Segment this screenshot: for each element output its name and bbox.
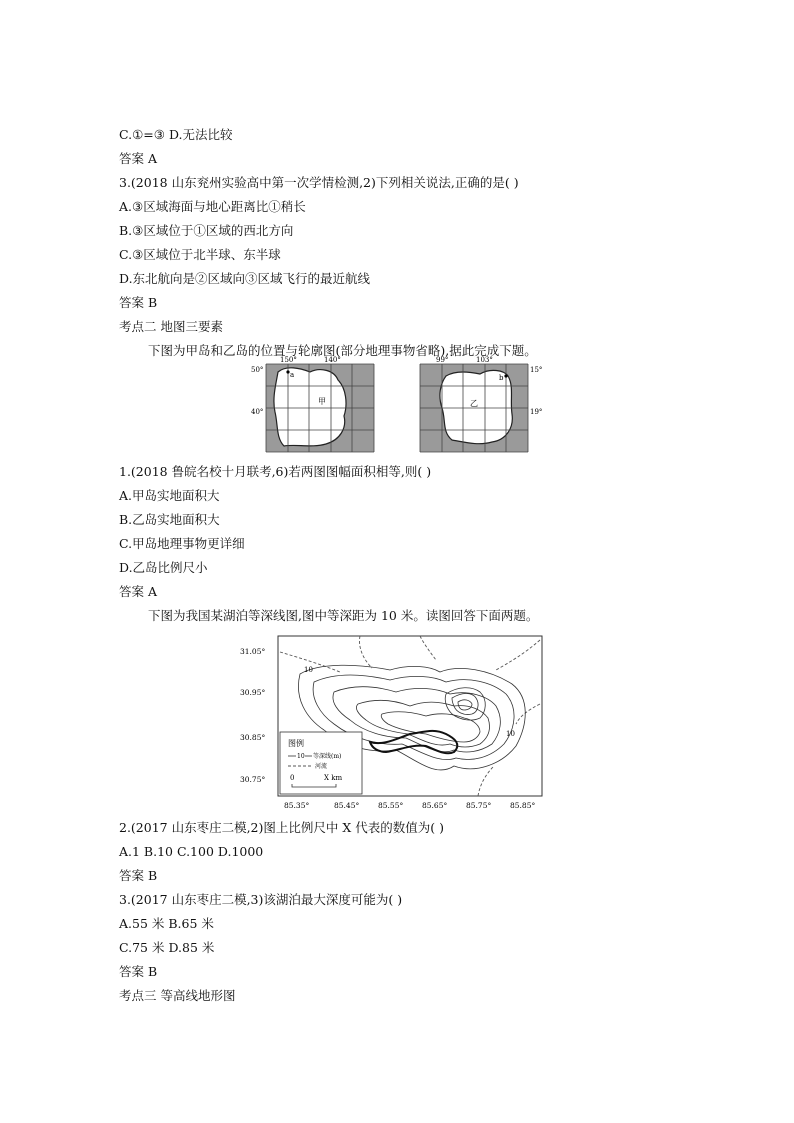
- option-c: C.③区域位于北半球、东半球: [119, 247, 281, 262]
- scale-zero: 0: [290, 774, 295, 782]
- answer-line: 答案 B: [119, 964, 158, 979]
- point-a-label: a: [290, 371, 295, 379]
- section-heading: 考点二 地图三要素: [119, 319, 223, 334]
- lon-label: 85.35°: [284, 801, 310, 810]
- option-a: A.③区域海面与地心距离比①稍长: [119, 199, 306, 214]
- island-name: 甲: [318, 397, 326, 406]
- lon-label: 99°: [436, 356, 449, 364]
- lake-isobath-map: [240, 634, 550, 816]
- option-line: C.①=③ D.无法比较: [119, 127, 233, 142]
- lon-label: 85.85°: [510, 801, 536, 810]
- contour-label: 10: [304, 666, 313, 674]
- lat-label: 30.85°: [240, 733, 266, 742]
- answer-line: 答案 B: [119, 295, 158, 310]
- question-1-stem: 1.(2018 鲁皖名校十月联考,6)若两图图幅面积相等,则( ): [119, 464, 432, 479]
- lat-label: 19°: [530, 408, 543, 416]
- legend-river-label: 河流: [315, 763, 328, 770]
- figure-intro: 下图为甲岛和乙岛的位置与轮廓图(部分地理事物省略),据此完成下题。: [148, 343, 537, 358]
- option-a: A.甲岛实地面积大: [119, 488, 220, 503]
- lat-label: 31.05°: [240, 647, 266, 656]
- option-c: C.甲岛地理事物更详细: [119, 536, 245, 551]
- option-b: B.③区域位于①区域的西北方向: [119, 223, 294, 238]
- lat-label: 40°: [251, 408, 264, 416]
- lon-label: 103°: [476, 356, 493, 364]
- answer-line: 答案 A: [119, 151, 158, 166]
- option-d: D.乙岛比例尺小: [119, 560, 208, 575]
- options-line: A.1 B.10 C.100 D.1000: [119, 844, 264, 859]
- lon-label: 85.45°: [334, 801, 360, 810]
- legend-contour-label: 等深线(m): [313, 753, 342, 760]
- option-b: B.乙岛实地面积大: [119, 512, 220, 527]
- lat-label: 15°: [530, 366, 543, 374]
- scale-unit: X km: [324, 774, 343, 782]
- lon-label: 85.55°: [378, 801, 404, 810]
- legend-title: 图例: [288, 739, 304, 748]
- lat-label: 50°: [251, 366, 264, 374]
- question-3-stem: 3.(2018 山东兖州实验高中第一次学情检测,2)下列相关说法,正确的是( ): [119, 175, 519, 190]
- question-3-stem: 3.(2017 山东枣庄二模,3)该湖泊最大深度可能为( ): [119, 892, 403, 907]
- option-d: D.东北航向是②区域向③区域飞行的最近航线: [119, 271, 371, 286]
- options-line: C.75 米 D.85 米: [119, 940, 215, 955]
- island-yi-map: [420, 356, 550, 460]
- island-jia-map: [248, 356, 378, 460]
- section-heading: 考点三 等高线地形图: [119, 988, 236, 1003]
- lon-label: 85.75°: [466, 801, 492, 810]
- lat-label: 30.95°: [240, 688, 266, 697]
- options-line: A.55 米 B.65 米: [119, 916, 214, 931]
- island-name: 乙: [470, 399, 478, 408]
- lon-label: 140°: [324, 356, 341, 364]
- lon-label: 150°: [280, 356, 297, 364]
- legend-contour-number: 10: [297, 753, 305, 760]
- answer-line: 答案 B: [119, 868, 158, 883]
- contour-label: 10: [506, 730, 515, 738]
- point-b-label: b: [499, 374, 504, 382]
- question-2-stem: 2.(2017 山东枣庄二模,2)图上比例尺中 X 代表的数值为( ): [119, 820, 444, 835]
- lon-label: 85.65°: [422, 801, 448, 810]
- figure-intro: 下图为我国某湖泊等深线图,图中等深距为 10 米。读图回答下面两题。: [148, 608, 539, 623]
- lat-label: 30.75°: [240, 775, 266, 784]
- answer-line: 答案 A: [119, 584, 158, 599]
